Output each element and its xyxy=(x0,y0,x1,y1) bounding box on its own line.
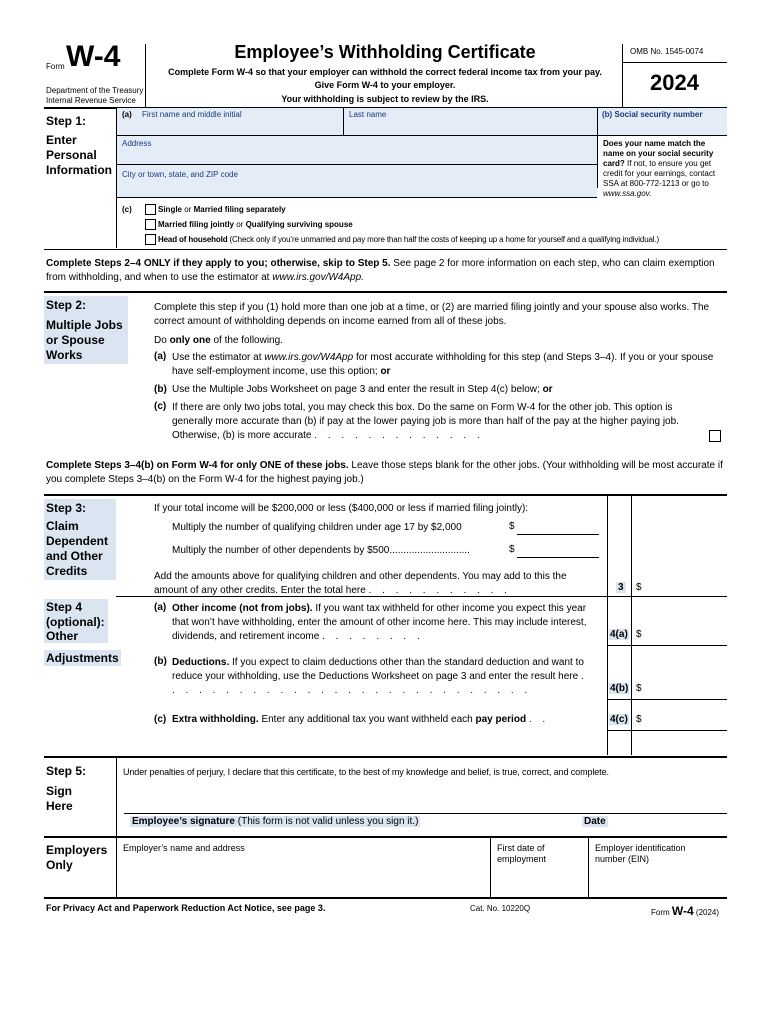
step1-title: Step 1: xyxy=(46,114,87,128)
form-number: W-4 xyxy=(66,40,121,73)
step2-p1: Complete this step if you (1) hold more than one job at a time, or (2) are married filing jointly and your spouse also works. The correct amount of withholding depends on income earned from all of these jobs. xyxy=(154,302,710,327)
line-4a-dollar: $ xyxy=(636,629,642,640)
step5-subtitle: Sign Here xyxy=(46,784,73,813)
step3-add-text: Add the amounts above for qualifying children and other dependents. You may add to this the amount of any other credits. Enter the total here . . . . . . . . . . . xyxy=(154,571,567,596)
steps-3-4-note: Complete Steps 3–4(b) on Form W-4 for only ONE of these jobs. Leave those steps blank for the other jobs. (Your withholding will be most accurate if you complete Steps 3–4(b) on the Form W-4 for the highest paying job.) xyxy=(46,460,723,485)
step2-c-text: If there are only two jobs total, you may check this box. Do the same on Form W-4 for the other job. This option is generally more accurate than (b) if pay at the lower paying job is more than half of the pay at the higher paying job. Otherwise, (b) is more accurate . . . . . . . . . . . . . xyxy=(172,402,679,441)
step4-c-text: Extra withholding. Enter any additional tax you want withheld each pay period . . xyxy=(172,714,550,725)
line-4c-dollar: $ xyxy=(636,714,642,725)
line-4a-num: 4(a) xyxy=(610,629,628,640)
line-3-amount-input[interactable] xyxy=(644,573,726,595)
step3-heading: Step 3: Claim Dependent and Other Credits xyxy=(44,499,116,580)
employer-name-input[interactable] xyxy=(123,856,488,896)
privacy-notice: For Privacy Act and Paperwork Reduction Act Notice, see page 3. xyxy=(46,903,326,913)
step2-a-tag: (a) xyxy=(154,351,167,362)
ein-input[interactable] xyxy=(595,868,725,896)
step2-b-text: Use the Multiple Jobs Worksheet on page 3 and enter the result in Step 4(c) below; or xyxy=(172,384,553,395)
line-4c-num: 4(c) xyxy=(610,714,628,725)
step1-subtitle: Enter Personal Information xyxy=(46,133,112,177)
step4-b-text: Deductions. If you expect to claim deductions other than the standard deduction and want to reduce your withholding, use the Deductions Worksheet on page 3 and enter the result here . . . . . . . . . . . . . . . . . . . . . . . . . . . . xyxy=(172,657,588,696)
employers-only-title: Employers Only xyxy=(46,843,108,872)
ssn-note: Does your name match the name on your social security card? If not, to ensure you get credit for your earnings, contact SSA at 800-772-1213 or go to www.ssa.gov. xyxy=(603,139,716,198)
line-3-num: 3 xyxy=(618,582,624,593)
address-field[interactable]: Address xyxy=(117,136,597,164)
step4-adjustments: Adjustments xyxy=(46,651,119,665)
step4-a-text: Other income (not from jobs). If you want tax withheld for other income you expect this year that won’t have withholding, enter the amount of other income here. This may include interest, dividends, and retirement income . . . . . . . . xyxy=(172,603,587,642)
ssn-field[interactable]: (b) Social security number xyxy=(598,108,727,135)
dependents-dollar: $ xyxy=(509,544,515,555)
dept-line1: Department of the Treasury xyxy=(46,86,144,95)
step2-p2: Do only one of the following. xyxy=(154,335,283,346)
step3-intro: If your total income will be $200,000 or less ($400,000 or less if married filing jointly): xyxy=(154,503,529,514)
line-4a-amount-input[interactable] xyxy=(644,620,726,642)
step2-heading: Step 2: Multiple Jobs or Spouse Works xyxy=(44,296,128,364)
signature-input[interactable] xyxy=(124,782,574,812)
step4-b-tag: (b) xyxy=(154,656,167,667)
footer-form: Form W-4 (2024) xyxy=(651,904,720,918)
subtitle-2: Give Form W-4 to your employer. xyxy=(314,80,456,90)
other-dependents-amount-input[interactable] xyxy=(517,544,599,558)
children-dollar: $ xyxy=(509,521,515,532)
first-date-label: First date of employment xyxy=(497,843,547,864)
children-amount-input[interactable] xyxy=(517,521,599,535)
line-4b-amount-input[interactable] xyxy=(644,674,726,696)
date-input[interactable] xyxy=(580,782,726,812)
two-jobs-checkbox[interactable] xyxy=(709,430,721,442)
omb-number: OMB No. 1545-0074 xyxy=(630,47,704,56)
last-name-field[interactable]: Last name xyxy=(344,108,597,135)
filing-status-tag: (c) xyxy=(122,205,132,214)
employer-name-label: Employer’s name and address xyxy=(123,843,245,853)
line-3-dollar: $ xyxy=(636,582,642,593)
first-date-input[interactable] xyxy=(497,868,582,896)
cat-number: Cat. No. 10220Q xyxy=(470,904,531,913)
single-checkbox[interactable] xyxy=(145,204,156,215)
step4-a-tag: (a) xyxy=(154,602,167,613)
subtitle-3: Your withholding is subject to review by the IRS. xyxy=(281,94,489,104)
perjury-statement: Under penalties of perjury, I declare that this certificate, to the best of my knowledge and belief, is true, correct, and complete. xyxy=(123,767,609,777)
step3-other-dependents-label: Multiply the number of other dependents by $500............................. xyxy=(172,545,470,556)
form-word: Form xyxy=(46,62,65,71)
subtitle-1: Complete Form W-4 so that your employer can withhold the correct federal income tax from your pay. xyxy=(168,67,602,77)
form-title: Employee’s Withholding Certificate xyxy=(234,42,536,62)
option-hoh-label: Head of household (Check only if you’re unmarried and pay more than half the costs of keeping up a home for yourself and a qualifying individual.) xyxy=(158,235,660,244)
first-name-field[interactable]: (a) First name and middle initial xyxy=(117,108,343,135)
line-4b-dollar: $ xyxy=(636,683,642,694)
step2-a-text: Use the estimator at www.irs.gov/W4App for most accurate withholding for this step (and Steps 3–4). If you or your spouse have self-employment income, use this option; or xyxy=(172,352,714,377)
step4-heading: Step 4 (optional): Other xyxy=(44,599,108,643)
step2-b-tag: (b) xyxy=(154,384,167,395)
date-label: Date xyxy=(584,816,606,827)
signature-label: Employee’s signature (This form is not valid unless you sign it.) xyxy=(132,816,419,827)
city-state-zip-field[interactable]: City or town, state, and ZIP code xyxy=(117,165,597,197)
step4-c-tag: (c) xyxy=(154,714,167,725)
married-jointly-checkbox[interactable] xyxy=(145,219,156,230)
option-single-label: Single or Married filing separately xyxy=(158,205,286,214)
steps-intro: Complete Steps 2–4 ONLY if they apply to you; otherwise, skip to Step 5. See page 2 for more information on each step, who can claim exemption from withholding, and when to use the estimator at www.irs.gov/W4App. xyxy=(46,258,715,283)
ein-label: Employer identification number (EIN) xyxy=(595,843,686,864)
option-married-label: Married filing jointly or Qualifying surviving spouse xyxy=(158,220,353,229)
step5-title: Step 5: xyxy=(46,764,87,778)
line-4c-amount-input[interactable] xyxy=(644,705,726,727)
tax-year: 2024 xyxy=(650,70,699,95)
head-of-household-checkbox[interactable] xyxy=(145,234,156,245)
step3-children-label: Multiply the number of qualifying children under age 17 by $2,000 xyxy=(172,522,462,533)
dept-line2: Internal Revenue Service xyxy=(46,96,136,105)
line-4b-num: 4(b) xyxy=(610,683,629,694)
step2-c-tag: (c) xyxy=(154,401,167,412)
